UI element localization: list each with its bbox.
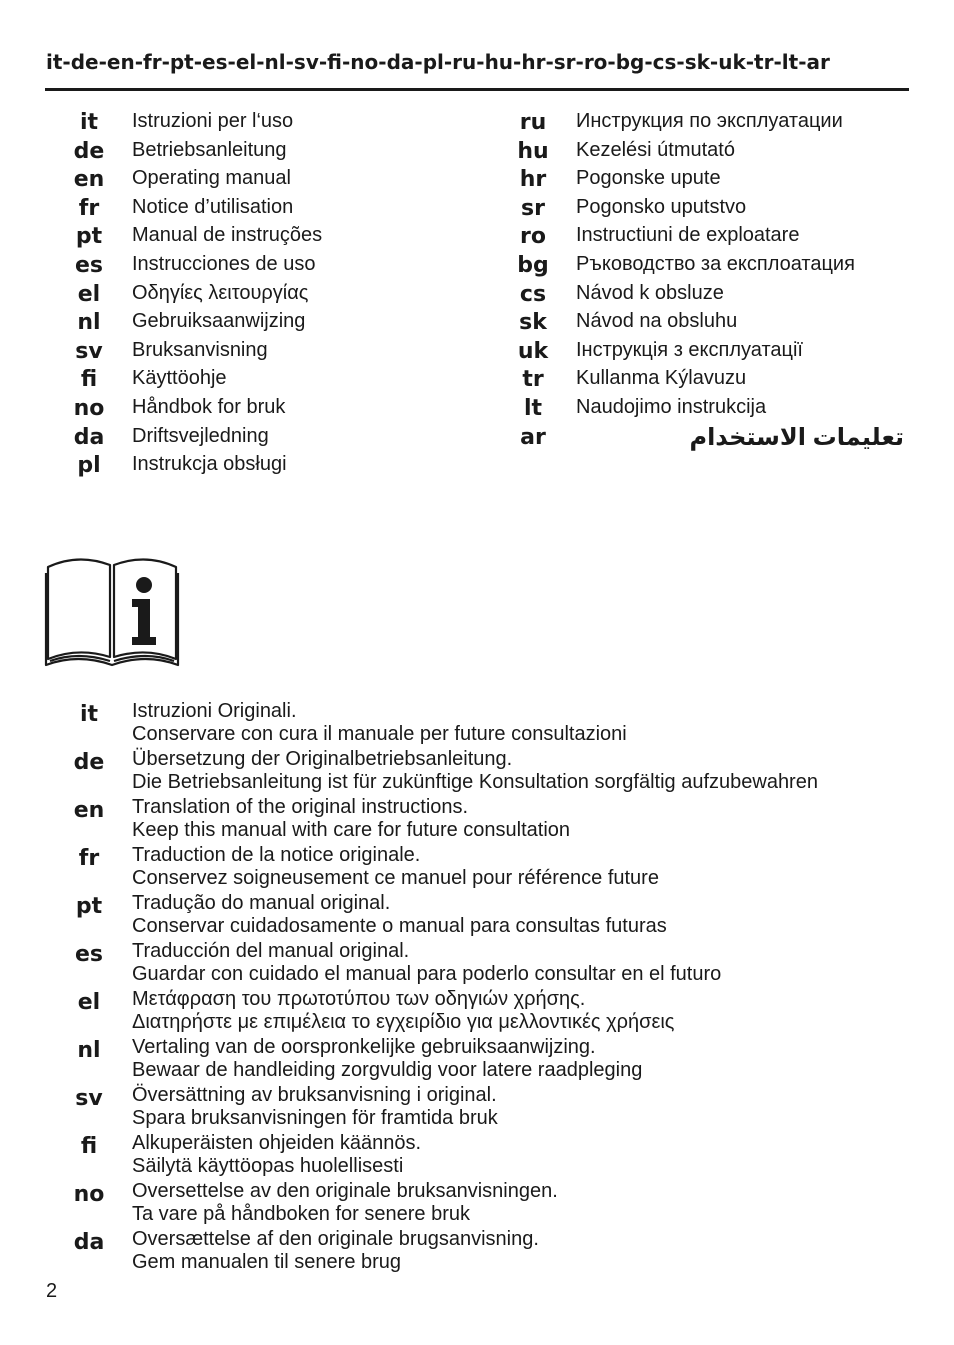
manual-titles-right-column bbox=[490, 108, 910, 451]
list-item bbox=[46, 844, 916, 892]
title-row bbox=[46, 394, 466, 423]
language-codes-header: it-de-en-fr-pt-es-el-nl-sv-fi-no-da-pl-ru-hu-hr-sr-ro-bg-cs-sk-uk-tr-lt-ar bbox=[46, 50, 830, 74]
language-code: ro bbox=[520, 224, 546, 250]
language-code: fr bbox=[78, 846, 100, 871]
translation-line: Alkuperäisten ohjeiden käännös. bbox=[132, 1132, 422, 1154]
manual-title: Bruksanvisning bbox=[132, 338, 268, 361]
translation-line: Μετάφραση του πρωτοτύπου των οδηγιών χρήσης. bbox=[132, 988, 586, 1010]
language-code: bg bbox=[517, 252, 549, 278]
title-row bbox=[490, 251, 910, 280]
manual-title: Manual de instruções bbox=[132, 224, 323, 247]
language-code: da bbox=[73, 424, 105, 450]
language-code: fr bbox=[78, 195, 100, 221]
language-code: sv bbox=[75, 338, 103, 364]
language-code: es bbox=[74, 252, 103, 278]
list-item bbox=[46, 988, 916, 1036]
language-code: ru bbox=[519, 110, 547, 135]
title-row bbox=[490, 108, 910, 137]
title-row bbox=[46, 308, 466, 337]
language-code: sr bbox=[521, 195, 545, 221]
list-item bbox=[46, 700, 916, 748]
keep-manual-line: Bewaar de handleiding zorgvuldig voor latere raadpleging bbox=[132, 1059, 643, 1081]
list-item bbox=[46, 940, 916, 988]
title-row bbox=[490, 194, 910, 223]
manual-title: Οδηγίες λειτουργίας bbox=[132, 281, 309, 304]
translation-line: Översättning av bruksanvisning i original. bbox=[132, 1084, 497, 1106]
language-code: el bbox=[77, 281, 101, 307]
keep-manual-line: Die Betriebsanleitung ist für zukünftige Konsultation sorgfältig aufzubewahren bbox=[132, 771, 818, 793]
title-row bbox=[490, 137, 910, 166]
language-code: es bbox=[74, 942, 103, 967]
translation-notes-list bbox=[46, 700, 916, 1276]
keep-manual-line: Guardar con cuidado el manual para poderlo consultar en el futuro bbox=[132, 963, 722, 985]
list-item bbox=[46, 796, 916, 844]
manual-title: Instrucciones de uso bbox=[132, 252, 316, 275]
keep-manual-line: Gem manualen til senere brug bbox=[132, 1251, 402, 1273]
keep-manual-line: Ta vare på håndboken for senere bruk bbox=[132, 1203, 470, 1225]
translation-line: Vertaling van de oorspronkelijke gebruiksaanwijzing. bbox=[132, 1036, 596, 1058]
list-item bbox=[46, 1132, 916, 1180]
manual-title: Notice d’utilisation bbox=[132, 195, 294, 218]
list-item bbox=[46, 1036, 916, 1084]
title-row bbox=[46, 365, 466, 394]
translation-line: Istruzioni Originali. bbox=[132, 700, 297, 722]
language-code: da bbox=[73, 1230, 105, 1255]
language-code: no bbox=[73, 395, 105, 421]
keep-manual-line: Spara bruksanvisningen för framtida bruk bbox=[132, 1107, 498, 1129]
language-code: pt bbox=[75, 894, 103, 919]
translation-line: Translation of the original instructions. bbox=[132, 796, 469, 818]
manual-title: Kullanma Kýlavuzu bbox=[576, 367, 747, 390]
manual-title: Návod na obsluhu bbox=[576, 310, 738, 333]
list-item bbox=[46, 892, 916, 940]
keep-manual-line: Διατηρήστε με επιμέλεια το εγχειρίδιο για μελλοντικές χρήσεις bbox=[132, 1011, 675, 1033]
manual-title: Driftsvejledning bbox=[132, 424, 269, 447]
language-code: sv bbox=[75, 1086, 103, 1111]
title-row bbox=[490, 165, 910, 194]
title-row bbox=[46, 423, 466, 452]
language-code: no bbox=[73, 1182, 105, 1207]
translation-line: Oversettelse av den originale bruksanvisningen. bbox=[132, 1180, 558, 1202]
language-code: fi bbox=[80, 367, 98, 393]
translation-line: Traducción del manual original. bbox=[132, 940, 410, 962]
translation-line: Traduction de la notice originale. bbox=[132, 844, 421, 866]
manual-title: Pogonsko uputstvo bbox=[576, 195, 747, 218]
manual-title: Instrukcja obsługi bbox=[132, 453, 287, 476]
translation-line: Oversættelse af den originale brugsanvisning. bbox=[132, 1228, 539, 1250]
manual-title: Инструкция по эксплуатации bbox=[576, 110, 843, 132]
language-code: nl bbox=[77, 310, 101, 336]
manual-title-arabic: تعليمات الاستخدام bbox=[689, 423, 904, 451]
title-row bbox=[490, 222, 910, 251]
language-code: en bbox=[73, 798, 105, 823]
title-row bbox=[490, 280, 910, 309]
keep-manual-line: Säilytä käyttöopas huolellisesti bbox=[132, 1155, 404, 1177]
title-row bbox=[46, 108, 466, 137]
manual-title: Pogonske upute bbox=[576, 167, 721, 190]
language-code: sk bbox=[519, 310, 547, 336]
title-row bbox=[490, 365, 910, 394]
manual-title: Istruzioni per l‘uso bbox=[132, 110, 294, 132]
title-row bbox=[46, 165, 466, 194]
title-row bbox=[46, 222, 466, 251]
manual-title: Käyttöohje bbox=[132, 367, 227, 390]
manual-titles-left-column bbox=[46, 108, 466, 480]
manual-info-icon bbox=[44, 553, 180, 671]
language-code: ar bbox=[520, 424, 546, 450]
manual-title: Kezelési útmutató bbox=[576, 138, 735, 161]
title-row bbox=[490, 394, 910, 423]
language-code: uk bbox=[517, 338, 549, 364]
title-row bbox=[46, 337, 466, 366]
translation-line: Tradução do manual original. bbox=[132, 892, 391, 914]
title-row bbox=[46, 280, 466, 309]
language-code: el bbox=[77, 990, 101, 1015]
language-code: tr bbox=[522, 367, 544, 393]
title-row bbox=[46, 137, 466, 166]
header-divider bbox=[45, 88, 909, 91]
language-code: de bbox=[73, 138, 105, 164]
keep-manual-line: Conservar cuidadosamente o manual para consultas futuras bbox=[132, 915, 667, 937]
title-row bbox=[46, 451, 466, 480]
list-item bbox=[46, 1180, 916, 1228]
language-code: hu bbox=[517, 138, 549, 164]
manual-title: Håndbok for bruk bbox=[132, 395, 286, 418]
list-item bbox=[46, 1228, 916, 1276]
manual-title: Інструкція з експлуатації bbox=[576, 338, 803, 361]
page-number: 2 bbox=[46, 1280, 58, 1302]
keep-manual-line: Keep this manual with care for future consultation bbox=[132, 819, 571, 841]
language-code: fi bbox=[80, 1134, 98, 1159]
list-item bbox=[46, 1084, 916, 1132]
language-code: pt bbox=[75, 224, 103, 250]
manual-title: Operating manual bbox=[132, 167, 291, 190]
keep-manual-line: Conservez soigneusement ce manuel pour référence future bbox=[132, 867, 659, 889]
title-row bbox=[490, 423, 910, 452]
language-code: lt bbox=[523, 395, 543, 421]
manual-title: Ръководство за експлоатация bbox=[576, 252, 855, 275]
language-code: de bbox=[73, 750, 105, 775]
language-code: it bbox=[79, 702, 99, 727]
list-item bbox=[46, 748, 916, 796]
language-code: it bbox=[79, 110, 99, 135]
title-row bbox=[490, 308, 910, 337]
manual-title: Instructiuni de exploatare bbox=[576, 224, 800, 247]
keep-manual-line: Conservare con cura il manuale per future consultazioni bbox=[132, 723, 627, 745]
language-code: nl bbox=[77, 1038, 101, 1063]
manual-title: Naudojimo instrukcija bbox=[576, 395, 767, 418]
manual-title: Betriebsanleitung bbox=[132, 138, 287, 161]
language-code: hr bbox=[519, 167, 547, 193]
language-code: pl bbox=[77, 453, 101, 479]
title-row bbox=[490, 337, 910, 366]
translation-line: Übersetzung der Originalbetriebsanleitung. bbox=[132, 748, 513, 770]
language-code: cs bbox=[519, 281, 547, 307]
title-row bbox=[46, 251, 466, 280]
manual-title: Gebruiksaanwijzing bbox=[132, 310, 306, 333]
manual-title: Návod k obsluze bbox=[576, 281, 724, 304]
title-row bbox=[46, 194, 466, 223]
language-code: en bbox=[73, 167, 105, 193]
